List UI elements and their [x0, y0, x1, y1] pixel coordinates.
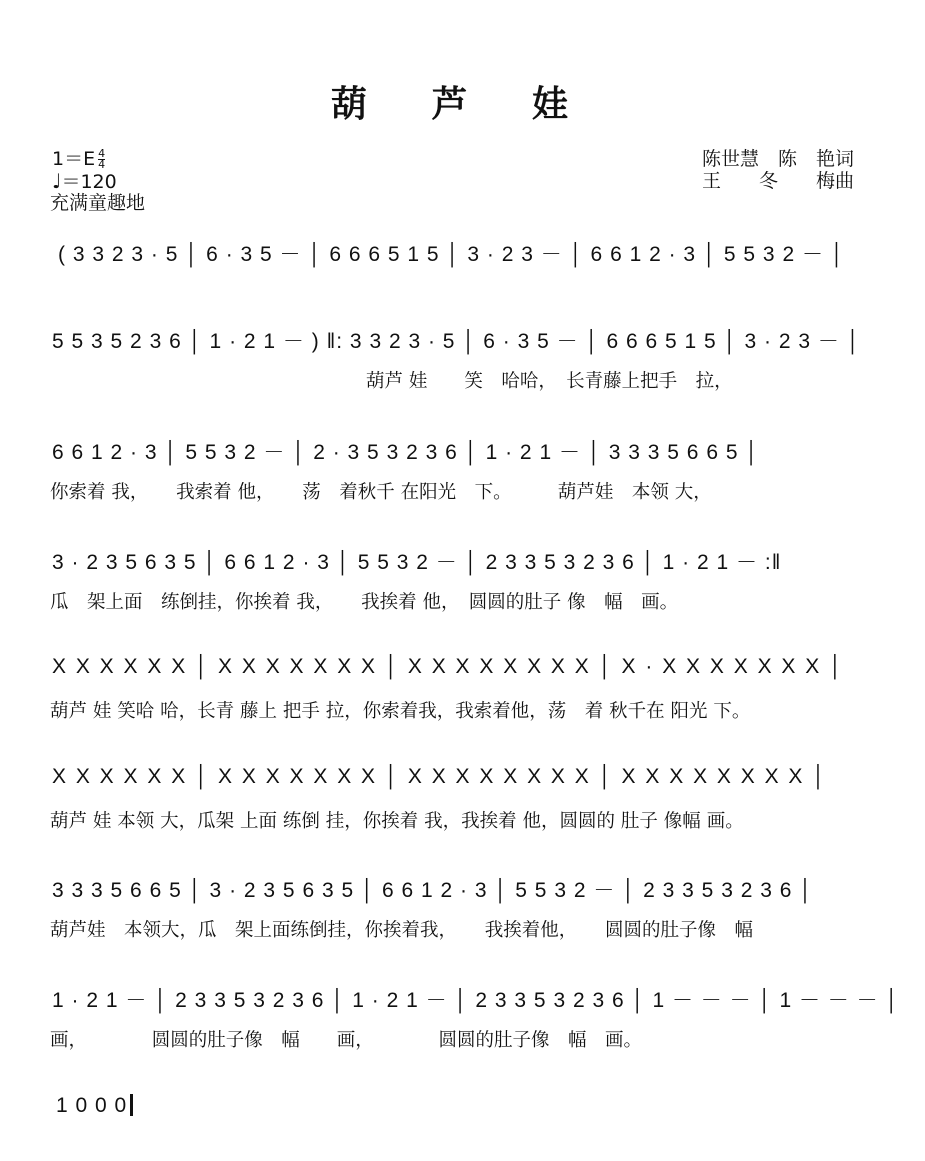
page-title: 葫 芦 娃	[330, 83, 595, 125]
notation-row-3: 6 6 1 2 · 3 │ 5 5 3 2 － │ 2 · 3 5 3 2 3 6 │ 1 · 2 1 － │ 3 3 3 5 6 6 5 │	[52, 441, 760, 464]
lyrics-row-2: 葫芦 娃 笑 哈哈， 长青藤上把手 拉，	[366, 371, 733, 392]
notation-row-4: 3 · 2 3 5 6 3 5 │ 6 6 1 2 · 3 │ 5 5 3 2 － │ 2 3 3 5 3 2 3 6 │ 1 · 2 1 － :‖	[52, 551, 782, 574]
final-notes: 1 0 0 0	[56, 1094, 128, 1117]
lyrics-row-5: 葫芦娃 本领大，瓜 架上面练倒挂，你挨着我， 我挨着他， 圆圆的肚子像 幅	[50, 920, 754, 941]
notation-row-2: 5 5 3 5 2 3 6 │ 1 · 2 1 － ) ‖: 3 3 2 3 · 5 │ 6 · 3 5 － │ 6 6 6 5 1 5 │ 3 · 2 3 － │	[52, 330, 861, 353]
expression-marking: 充满童趣地	[50, 192, 146, 214]
lyricist-credit: 陈世慧 陈 艳词	[702, 148, 855, 170]
lyrics-row-3: 你索着 我， 我索着 他， 荡 着秋千 在阳光 下。 葫芦娃 本领 大，	[50, 482, 712, 503]
tempo-value: ＝120	[61, 171, 117, 193]
tempo-marking	[52, 170, 117, 194]
time-signature-top: 4	[98, 147, 106, 160]
rhythm-row-1: X X X X X X │ X X X X X X X │ X X X X X X X X │ X · X X X X X X X │	[52, 655, 845, 678]
rhythm-row-2: X X X X X X │ X X X X X X X │ X X X X X X X X │ X X X X X X X X │	[52, 765, 828, 788]
time-signature-bottom: 4	[98, 158, 106, 171]
quarter-note-icon: ♩	[52, 169, 62, 193]
composer-credit: 王 冬 梅曲	[702, 170, 855, 192]
notation-row-6: 1 · 2 1 － │ 2 3 3 5 3 2 3 6 │ 1 · 2 1 － │ 2 3 3 5 3 2 3 6 │ 1 － － － │ 1 － － － │	[52, 989, 900, 1012]
lyrics-row-4: 瓜 架上面 练倒挂，你挨着 我， 我挨着 他， 圆圆的肚子 像 幅 画。	[50, 592, 679, 613]
notation-row-7	[56, 1094, 133, 1118]
rhythm-lyrics-row-2: 葫芦 娃 本领 大，瓜架 上面 练倒 挂，你挨着 我，我挨着 他，圆圆的 肚子 像幅 画。	[50, 811, 744, 832]
time-signature	[98, 149, 105, 170]
key-label: 1＝E	[52, 148, 96, 170]
key-signature	[52, 148, 105, 171]
rhythm-lyrics-row-1: 葫芦 娃 笑哈 哈，长青 藤上 把手 拉，你索着我，我索着他，荡 着 秋千在 阳光 下。	[50, 701, 751, 722]
final-barline-icon	[130, 1094, 133, 1116]
notation-row-5: 3 3 3 5 6 6 5 │ 3 · 2 3 5 6 3 5 │ 6 6 1 2 · 3 │ 5 5 3 2 － │ 2 3 3 5 3 2 3 6 │	[52, 879, 814, 902]
notation-row-1: ( 3 3 2 3 · 5 │ 6 · 3 5 － │ 6 6 6 5 1 5 │ 3 · 2 3 － │ 6 6 1 2 · 3 │ 5 5 3 2 － │	[58, 243, 845, 266]
lyrics-row-6: 画， 圆圆的肚子像 幅 画， 圆圆的肚子像 幅 画。	[50, 1030, 643, 1051]
